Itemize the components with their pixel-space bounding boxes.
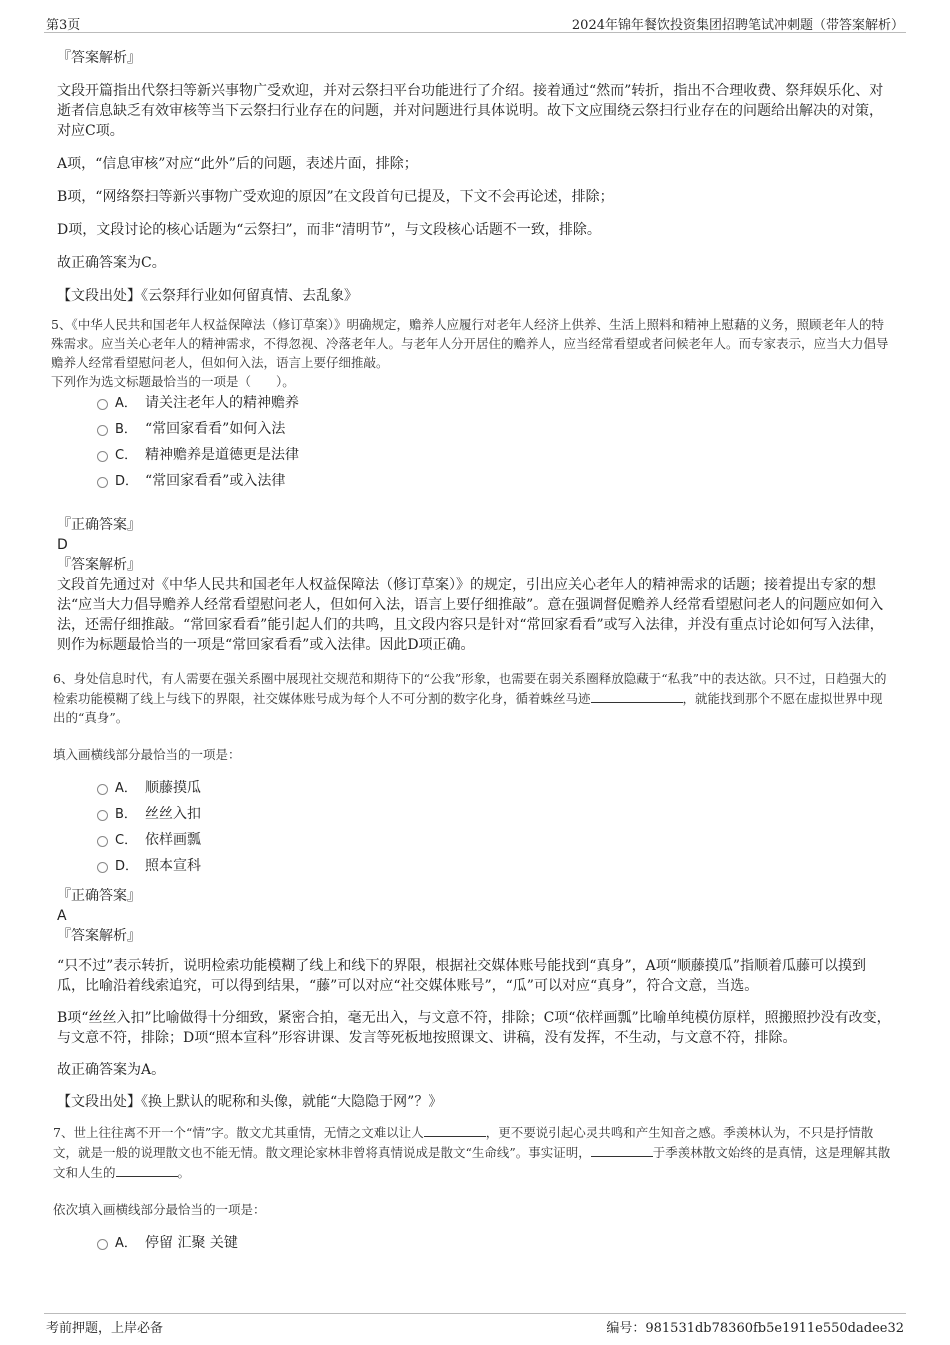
q7-stem-part-b: ，更不要说引起心灵共鸣和产生知音之感。季羡林认为，不只是抒情散文，就是一般的说理散文也不能无情。散文理论家林非曾将真情说成是散文“生命线”。事实证明， bbox=[53, 1125, 874, 1160]
q7-option-a[interactable] bbox=[57, 1233, 893, 1259]
q6-stem bbox=[53, 669, 893, 727]
q6-correct-label: 『正确答案』 bbox=[57, 888, 141, 904]
q5-analysis: 文段首先通过对《中华人民共和国老年人权益保障法（修订草案）》的规定，引出应关心老年人的精神需求的话题；接着提出专家的想法“应当大力倡导赡养人经常看望慰问老人，但如何入法，语言上要仔细推敲”。意在强调督促赡养人经常看望慰问老人的问题应如何入法，还需仔细推敲。“常回家看看”能引起人们的共鸣，且文段内容只是针对“常回家看看”或写入法律，并没有重点讨论如何写入法律，则作为标题最恰当的一项是“常回家看看”或入法律。因此D项正确。 bbox=[57, 577, 884, 653]
radio-icon[interactable] bbox=[97, 862, 108, 873]
q5-correct-label: 『正确答案』 bbox=[57, 517, 141, 533]
option-text: 停留 汇聚 关键 bbox=[145, 1235, 238, 1251]
q7-options bbox=[57, 1233, 893, 1259]
q5-option-d[interactable] bbox=[57, 471, 893, 497]
document-title: 2024年锦年餐饮投资集团招聘笔试冲刺题（带答案解析） bbox=[571, 18, 904, 33]
q4-analysis-p2: A项，“信息审核”对应“此外”后的问题，表述片面，排除； bbox=[57, 156, 418, 172]
option-letter: D． bbox=[115, 859, 139, 874]
q6-analysis-label: 『答案解析』 bbox=[57, 928, 141, 944]
q5-option-c[interactable] bbox=[57, 445, 893, 471]
q5-stem: 5、《中华人民共和国老年人权益保障法（修订草案）》明确规定，赡养人应履行对老年人经济上供养、生活上照料和精神上慰藉的义务，照顾老年人的特殊需求。应当关心老年人的精神需求，不得忽视、冷落老年人。与老年人分开居住的赡养人，应当经常看望或者问候老年人。而专家表示，应当大力倡导赡养人经常看望慰问老人，但如何入法，语言上要仔细推敲。 bbox=[51, 317, 889, 370]
option-letter: A． bbox=[115, 396, 137, 411]
option-letter: A． bbox=[115, 781, 137, 796]
q4-analysis-p4: D项，文段讨论的核心话题为“云祭扫”，而非“清明节”，与文段核心话题不一致，排除。 bbox=[57, 222, 601, 238]
option-letter: B． bbox=[115, 807, 137, 822]
main-content bbox=[51, 48, 893, 1259]
q7-instruction: 依次填入画横线部分最恰当的一项是： bbox=[53, 1202, 266, 1217]
q6-analysis-p3: 故正确答案为A。 bbox=[57, 1062, 166, 1078]
option-text: 顺藤摸瓜 bbox=[145, 780, 201, 796]
q6-analysis-p2: B项“丝丝入扣”比喻做得十分细致，紧密合拍，毫无出入，与文意不符，排除；C项“依样画瓢”比喻单纯模仿原样，照搬照抄没有改变，与文意不符，排除；D项“照本宣科”形容讲课、发言等死板地按照课文、讲稿，没有发挥，不生动，与文意不符，排除。 bbox=[57, 1010, 891, 1046]
footer-serial: 编号：981531db78360fb5e1911e550dadee32 bbox=[606, 1321, 904, 1336]
page-footer bbox=[44, 1313, 906, 1336]
q5-options bbox=[57, 393, 893, 497]
option-letter: A． bbox=[115, 1236, 137, 1251]
blank-line bbox=[591, 688, 683, 703]
blank-line bbox=[424, 1122, 486, 1137]
radio-icon[interactable] bbox=[97, 836, 108, 847]
q4-analysis-p5: 故正确答案为C。 bbox=[57, 255, 166, 271]
blank-line bbox=[116, 1162, 178, 1177]
q5-option-a[interactable] bbox=[57, 393, 893, 419]
page-header bbox=[44, 12, 906, 33]
blank-line bbox=[591, 1142, 653, 1157]
option-text: “常回家看看”或入法律 bbox=[145, 473, 286, 489]
option-text: 精神赡养是道德更是法律 bbox=[145, 447, 299, 463]
q7-stem-part-c: 于季羡林散文始终的是真情，这是理解其散文和人生的 bbox=[53, 1145, 891, 1180]
q4-analysis-p3: B项，“网络祭扫等新兴事物广受欢迎的原因”在文段首句已提及，下文不会再论述，排除； bbox=[57, 189, 614, 205]
radio-icon[interactable] bbox=[97, 425, 108, 436]
q4-source: 【文段出处】《云祭拜行业如何留真情、去乱象》 bbox=[57, 288, 358, 304]
option-letter: C． bbox=[115, 833, 138, 848]
radio-icon[interactable] bbox=[97, 451, 108, 462]
q6-analysis-p1: “只不过”表示转折，说明检索功能模糊了线上和线下的界限，根据社交媒体账号能找到“真身”，A项“顺藤摸瓜”指顺着瓜藤可以摸到瓜，比喻沿着线索追究，可以得到结果，“藤”可以对应“社交媒体账号”，“瓜”可以对应“真身”，符合文意，当选。 bbox=[57, 958, 867, 994]
q6-instruction: 填入画横线部分最恰当的一项是： bbox=[53, 747, 241, 762]
q7-stem-part-d: 。 bbox=[177, 1165, 191, 1180]
q6-source: 【文段出处】《换上默认的昵称和头像，就能“大隐隐于网”？》 bbox=[57, 1094, 443, 1110]
q6-option-a[interactable] bbox=[57, 778, 893, 804]
q5-correct-answer: D bbox=[57, 537, 68, 553]
radio-icon[interactable] bbox=[97, 784, 108, 795]
q6-stem-part-b: ，就能找到那个不愿在虚拟世界中现出的“真身”。 bbox=[53, 691, 883, 725]
q4-analysis-label: 『答案解析』 bbox=[57, 50, 141, 66]
option-letter: D． bbox=[115, 474, 139, 489]
q6-correct-answer: A bbox=[57, 908, 67, 924]
q7-stem bbox=[53, 1122, 893, 1182]
q5-analysis-label: 『答案解析』 bbox=[57, 557, 141, 573]
q6-stem-part-a: 6、身处信息时代，有人需要在强关系圈中展现社交规范和期待下的“公我”形象，也需要在弱关系圈释放隐藏于“私我”中的表达欲。只不过，日趋强大的检索功能模糊了线上与线下的界限，社交媒体账号成为每个人不可分割的数字化身，循着蛛丝马迹 bbox=[53, 671, 887, 706]
radio-icon[interactable] bbox=[97, 477, 108, 488]
footer-slogan: 考前押题，上岸必备 bbox=[46, 1321, 164, 1336]
q6-options bbox=[57, 778, 893, 882]
radio-icon[interactable] bbox=[97, 1239, 108, 1250]
q4-analysis-p1: 文段开篇指出代祭扫等新兴事物广受欢迎，并对云祭扫平台功能进行了介绍。接着通过“然而”转折，指出不合理收费、祭拜娱乐化、对逝者信息缺乏有效审核等当下云祭扫行业存在的问题，并对问题进行具体说明。故下文应围绕云祭扫行业存在的问题给出解决的对策，对应C项。 bbox=[57, 83, 884, 139]
radio-icon[interactable] bbox=[97, 399, 108, 410]
q5-instruction: 下列作为选文标题最恰当的一项是（ ）。 bbox=[51, 374, 295, 389]
option-text: 丝丝入扣 bbox=[145, 806, 201, 822]
page-number: 第3页 bbox=[46, 18, 81, 33]
option-text: “常回家看看”如何入法 bbox=[145, 421, 286, 437]
q6-option-b[interactable] bbox=[57, 804, 893, 830]
option-text: 依样画瓢 bbox=[145, 832, 201, 848]
q7-stem-part-a: 7、世上往往离不开一个“情”字。散文尤其重情，无情之文难以让人 bbox=[53, 1125, 424, 1140]
q5-option-b[interactable] bbox=[57, 419, 893, 445]
option-letter: B． bbox=[115, 422, 137, 437]
option-text: 请关注老年人的精神赡养 bbox=[145, 395, 299, 411]
radio-icon[interactable] bbox=[97, 810, 108, 821]
option-text: 照本宣科 bbox=[145, 858, 201, 874]
option-letter: C． bbox=[115, 448, 138, 463]
q6-option-c[interactable] bbox=[57, 830, 893, 856]
q6-option-d[interactable] bbox=[57, 856, 893, 882]
